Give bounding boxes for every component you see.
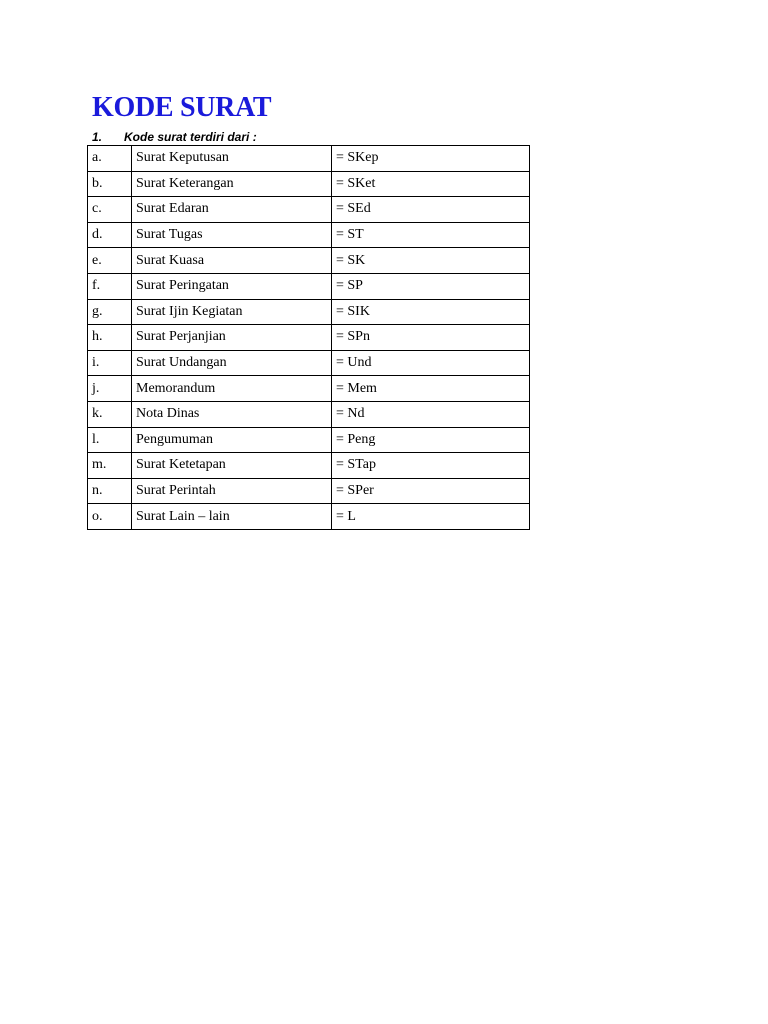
table-row <box>88 504 530 530</box>
row-letter-type: Surat Lain – lain <box>132 504 332 530</box>
row-letter: b. <box>88 171 132 197</box>
row-code: = SKep <box>332 146 530 172</box>
row-letter-type: Surat Perjanjian <box>132 325 332 351</box>
row-letter-type: Surat Peringatan <box>132 273 332 299</box>
row-letter-type: Surat Undangan <box>132 350 332 376</box>
section-heading <box>92 129 257 145</box>
row-letter: o. <box>88 504 132 530</box>
row-letter-type: Pengumuman <box>132 427 332 453</box>
row-letter: f. <box>88 273 132 299</box>
table-row <box>88 427 530 453</box>
table-row <box>88 350 530 376</box>
row-code: = Und <box>332 350 530 376</box>
row-letter: c. <box>88 197 132 223</box>
row-letter: n. <box>88 478 132 504</box>
row-letter-type: Surat Keterangan <box>132 171 332 197</box>
row-letter-type: Memorandum <box>132 376 332 402</box>
row-code: = SPn <box>332 325 530 351</box>
row-code: = SK <box>332 248 530 274</box>
row-letter: d. <box>88 222 132 248</box>
row-letter: j. <box>88 376 132 402</box>
row-letter: g. <box>88 299 132 325</box>
table-row <box>88 248 530 274</box>
row-letter-type: Nota Dinas <box>132 401 332 427</box>
table-row <box>88 453 530 479</box>
row-letter: k. <box>88 401 132 427</box>
row-code: = SKet <box>332 171 530 197</box>
table-row <box>88 478 530 504</box>
row-code: = SEd <box>332 197 530 223</box>
row-letter-type: Surat Tugas <box>132 222 332 248</box>
table-row <box>88 325 530 351</box>
table-row <box>88 376 530 402</box>
row-code: = Mem <box>332 376 530 402</box>
table-row <box>88 222 530 248</box>
row-code: = L <box>332 504 530 530</box>
table-row <box>88 197 530 223</box>
row-letter: a. <box>88 146 132 172</box>
row-letter: i. <box>88 350 132 376</box>
row-code: = SPer <box>332 478 530 504</box>
row-letter: e. <box>88 248 132 274</box>
table-row <box>88 171 530 197</box>
table-row <box>88 299 530 325</box>
row-code: = ST <box>332 222 530 248</box>
table-row <box>88 273 530 299</box>
row-code: = Nd <box>332 401 530 427</box>
row-letter-type: Surat Kuasa <box>132 248 332 274</box>
row-letter-type: Surat Ijin Kegiatan <box>132 299 332 325</box>
letter-code-table <box>87 145 530 530</box>
table-row <box>88 401 530 427</box>
section-number: 1. <box>92 130 103 144</box>
table-row <box>88 146 530 172</box>
row-code: = STap <box>332 453 530 479</box>
row-letter: h. <box>88 325 132 351</box>
row-code: = Peng <box>332 427 530 453</box>
page-title: KODE SURAT <box>92 92 272 123</box>
row-letter-type: Surat Keputusan <box>132 146 332 172</box>
row-code: = SP <box>332 273 530 299</box>
row-letter: l. <box>88 427 132 453</box>
row-letter-type: Surat Ketetapan <box>132 453 332 479</box>
row-letter-type: Surat Edaran <box>132 197 332 223</box>
row-letter-type: Surat Perintah <box>132 478 332 504</box>
row-code: = SIK <box>332 299 530 325</box>
row-letter: m. <box>88 453 132 479</box>
section-text: Kode surat terdiri dari : <box>124 130 257 144</box>
